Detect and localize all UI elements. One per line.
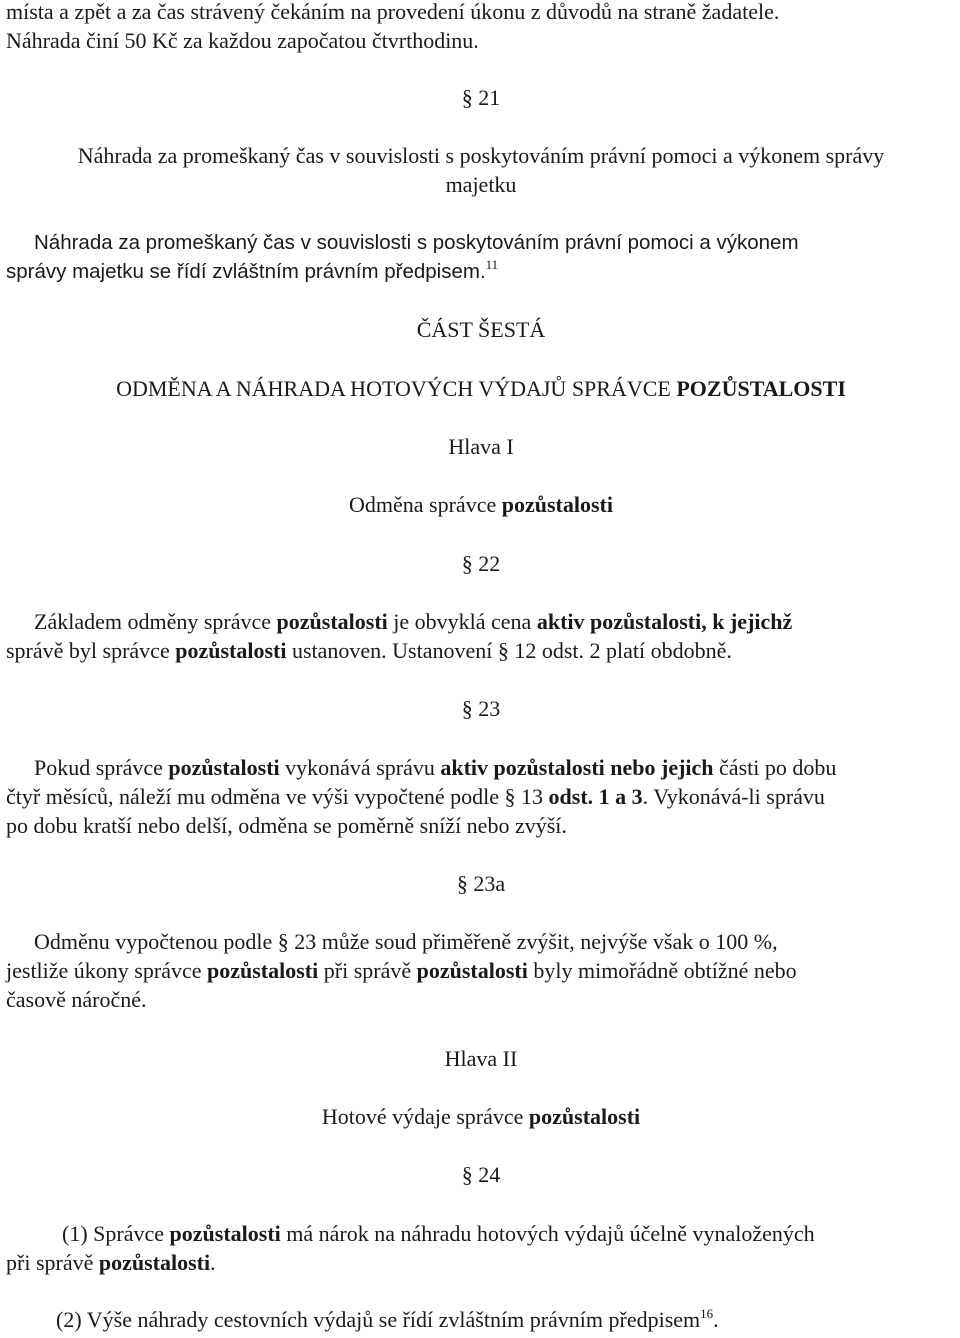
bold-text: pozůstalosti (207, 958, 319, 983)
bold-text: pozůstalosti (168, 755, 280, 780)
paragraph-text (6, 258, 498, 286)
paragraph-line (6, 1249, 216, 1277)
footnote-ref: 16 (700, 1306, 714, 1321)
text: má nárok na náhradu hotových výdajů účelně vynaložených (280, 1221, 815, 1246)
chapter-title-bold: pozůstalosti (501, 492, 613, 517)
chapter-title (6, 491, 956, 519)
text: jestliže úkony správce (6, 958, 207, 983)
paragraph-text: místa a zpět a za čas strávený čekáním na provedení úkonu z důvodů na straně žadatele. (6, 0, 780, 24)
section-heading-22: § 22 (461, 551, 501, 576)
bold-text: odst. 1 a 3 (548, 784, 643, 809)
chapter-title (6, 1103, 956, 1131)
text: při správě (318, 958, 417, 983)
text: vykonává správu (279, 755, 441, 780)
chapter-title-bold: pozůstalosti (528, 1104, 641, 1129)
text: . (210, 1250, 216, 1275)
section-heading-23: § 23 (461, 696, 501, 721)
section-title: majetku (445, 172, 517, 197)
text: . (713, 1307, 719, 1332)
paragraph-line (34, 754, 836, 782)
chapter-heading: Hlava II (444, 1046, 518, 1071)
text: Pokud správce (34, 755, 169, 780)
text: části po dobu (713, 755, 837, 780)
paragraph-line (6, 637, 732, 665)
chapter-title-text: Hotové výdaje správce (321, 1104, 529, 1129)
chapter-heading: Hlava I (448, 434, 514, 459)
text: ustanoven. Ustanovení § 12 odst. 2 platí obdobně. (286, 638, 732, 663)
bold-text: pozůstalosti (169, 1221, 281, 1246)
part-heading: ČÁST ŠESTÁ (416, 317, 546, 342)
section-title: Náhrada za promeškaný čas v souvislosti s poskytováním právní pomoci a výkonem správy (77, 143, 885, 168)
paragraph-text: po dobu kratší nebo delší, odměna se poměrně sníží nebo zvýší. (6, 813, 567, 838)
text-line (6, 0, 956, 26)
paragraph-line (6, 957, 797, 985)
paragraph-line (6, 783, 825, 811)
bold-text: pozůstalosti (276, 609, 388, 634)
text: (1) Správce (62, 1221, 170, 1246)
section-heading-24: § 24 (461, 1162, 501, 1187)
chapter-title-text: Odměna správce (349, 492, 502, 517)
section-heading-21: § 21 (461, 85, 501, 110)
part-title-text: ODMĚNA A NÁHRADA HOTOVÝCH VÝDAJŮ SPRÁVCE (116, 376, 677, 401)
paragraph-text: správy majetku se řídí zvláštním právním předpisem. (6, 260, 486, 283)
text: byly mimořádně obtížné nebo (527, 958, 797, 983)
text: při správě (6, 1250, 99, 1275)
text: . Vykonává-li správu (642, 784, 825, 809)
footnote-ref: 11 (485, 257, 499, 272)
text: je obvyklá cena (387, 609, 537, 634)
bold-text: pozůstalosti (175, 638, 287, 663)
text: správě byl správce (6, 638, 176, 663)
bold-text: pozůstalosti (98, 1250, 211, 1275)
paragraph-text: časově náročné. (6, 987, 147, 1012)
section-heading-23a: § 23a (456, 871, 506, 896)
paragraph-line (34, 608, 792, 636)
text: čtyř měsíců, náleží mu odměna ve výši vypočtené podle § 13 (6, 784, 549, 809)
text: Základem odměny správce (34, 609, 277, 634)
paragraph-line (62, 1220, 815, 1248)
paragraph-text: Náhrada činí 50 Kč za každou započatou čtvrthodinu. (6, 28, 479, 53)
text: (2) Výše náhrady cestovních výdajů se řídí zvláštním právním předpisem (56, 1307, 701, 1332)
part-title (6, 375, 956, 403)
part-title-bold: POZŮSTALOSTI (676, 376, 846, 401)
paragraph-line (56, 1306, 719, 1334)
paragraph-text: Odměnu vypočtenou podle § 23 může soud přiměřeně zvýšit, nejvýše však o 100 %, (34, 929, 778, 954)
bold-text: pozůstalosti (416, 958, 528, 983)
paragraph-text: Náhrada za promeškaný čas v souvislosti s poskytováním právní pomoci a výkonem (34, 231, 799, 254)
bold-text: aktiv pozůstalosti, k jejichž (536, 609, 793, 634)
bold-text: aktiv pozůstalosti nebo jejich (440, 755, 714, 780)
